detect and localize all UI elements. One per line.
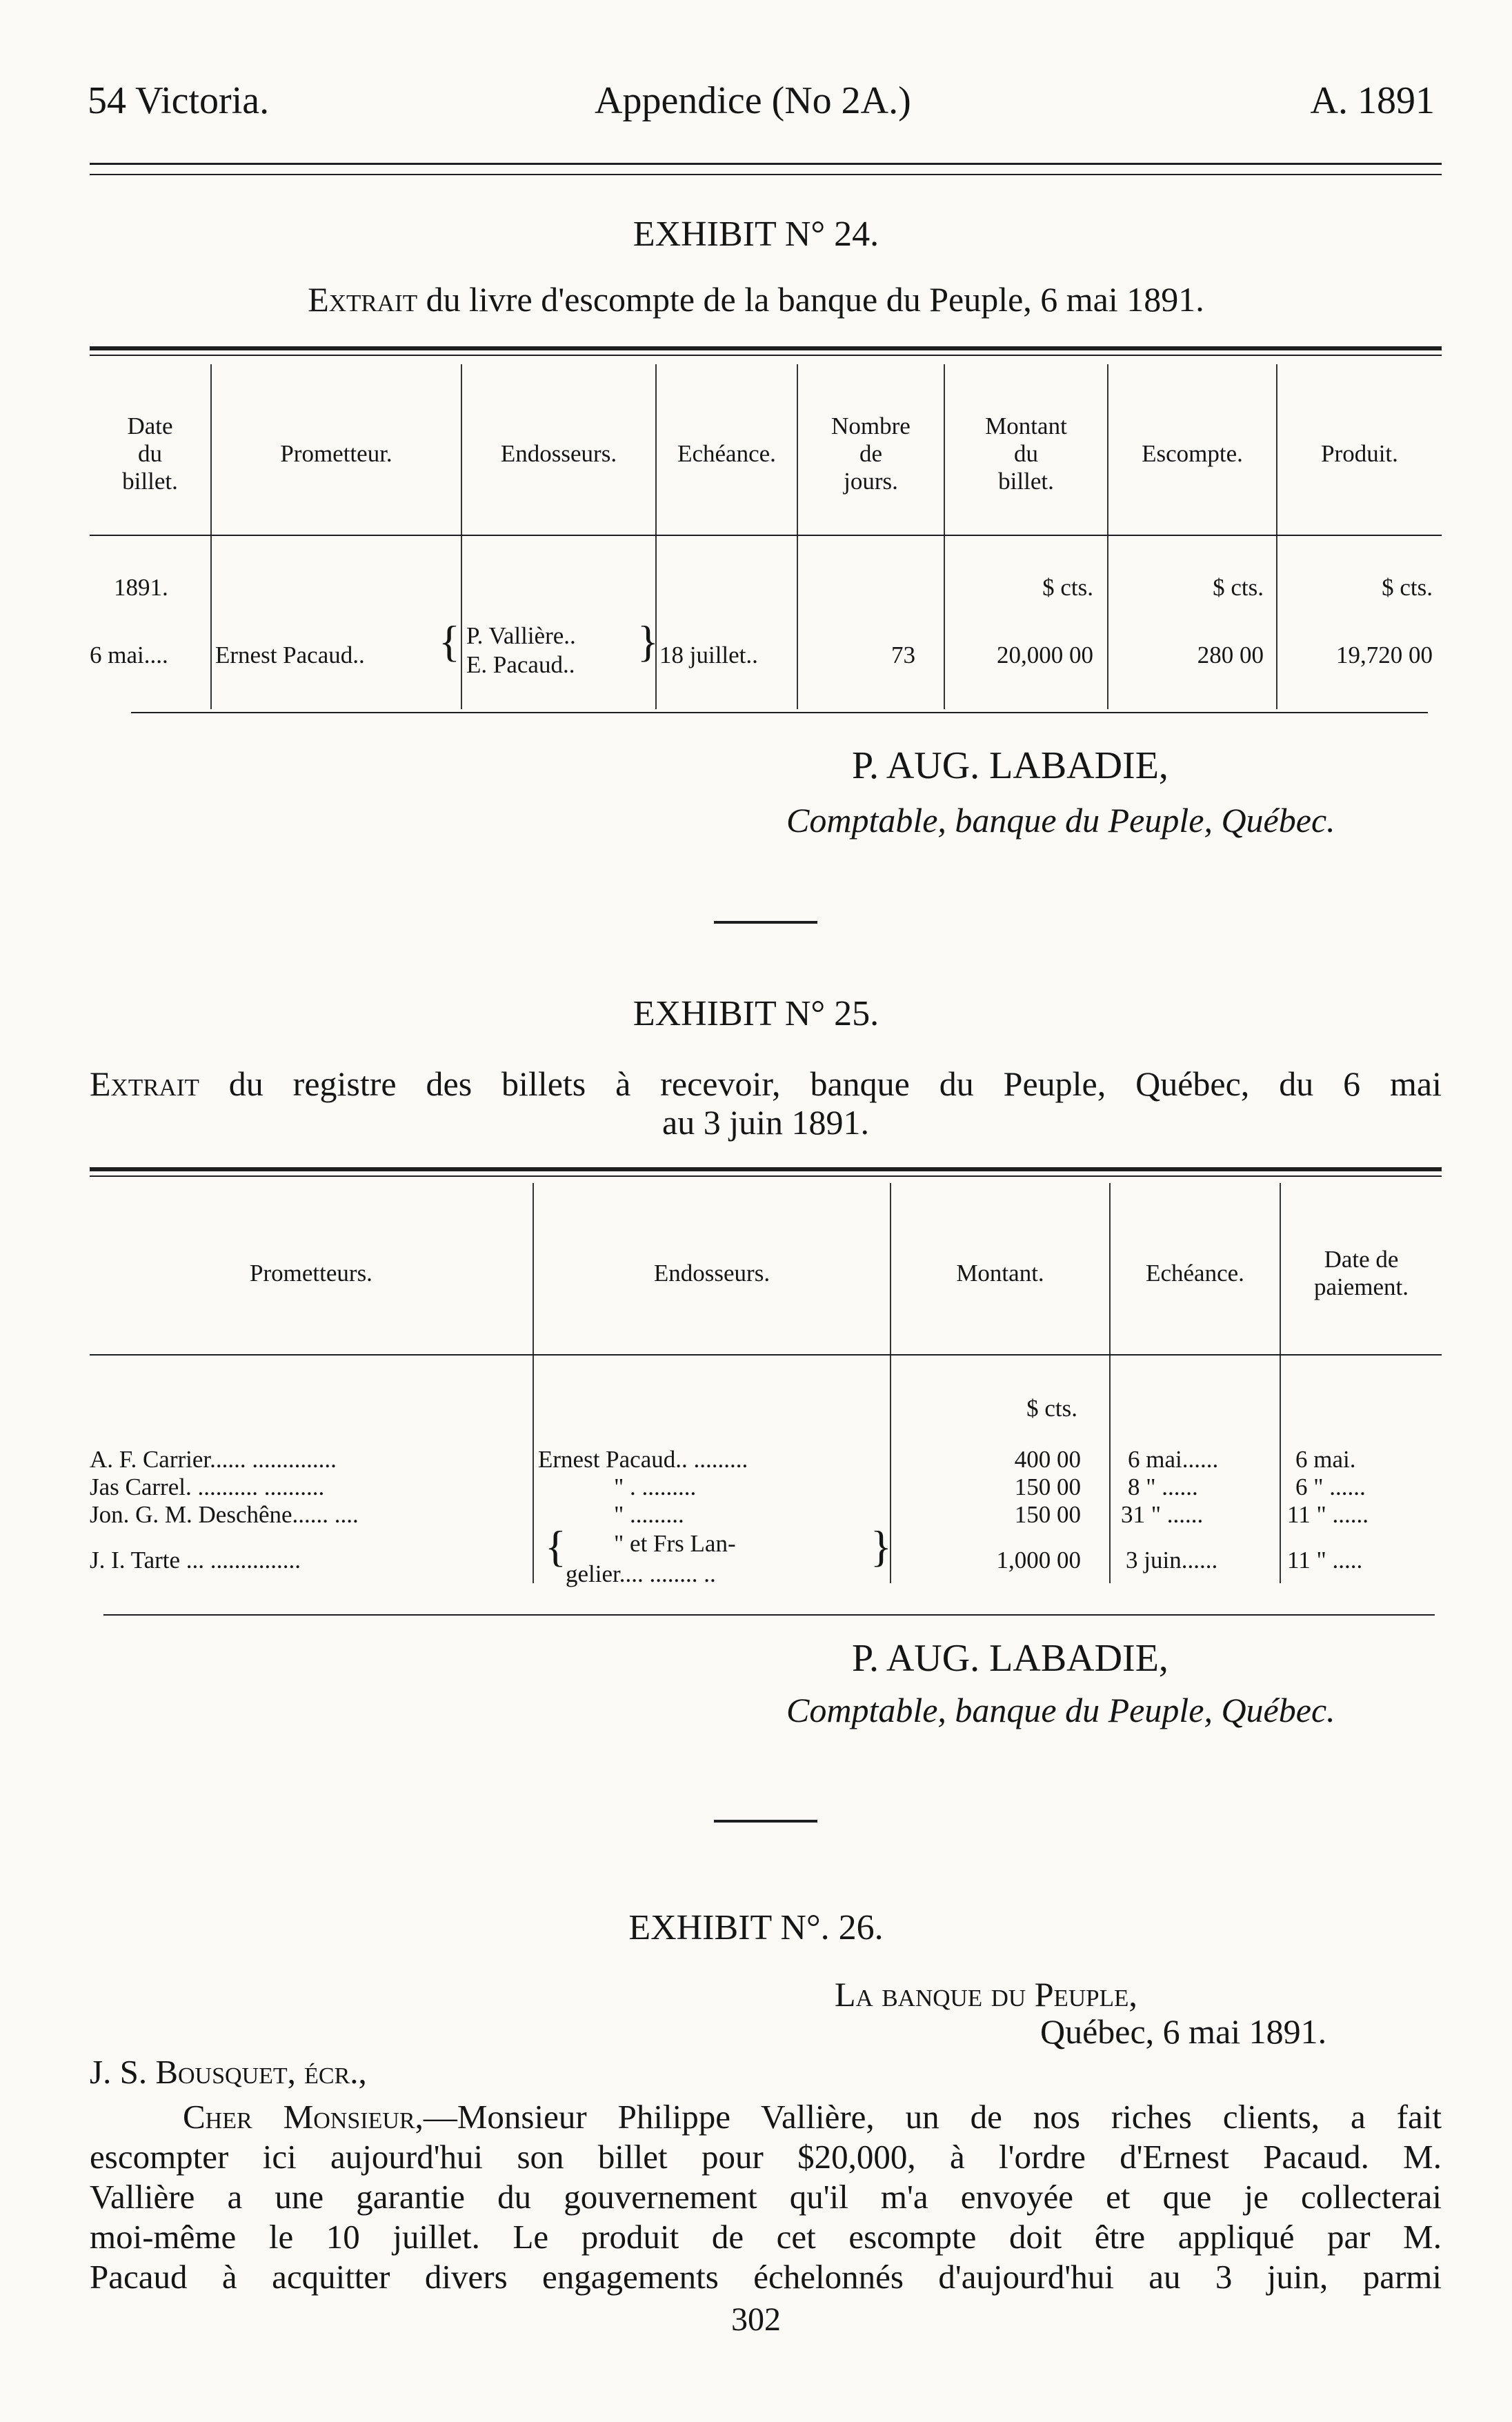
header-nombre-line: jours. bbox=[844, 468, 898, 495]
letter-place-date: Québec, 6 mai 1891. bbox=[1040, 2012, 1327, 2051]
row-montant: 150 00 bbox=[1014, 1501, 1081, 1528]
row-produit: 19,720 00 bbox=[1336, 642, 1433, 668]
row-endosseur: Ernest Pacaud.. ......... bbox=[538, 1446, 748, 1473]
table-bottom-rule bbox=[131, 712, 1428, 713]
row-montant: 20,000 00 bbox=[997, 642, 1093, 668]
unit-montant: $ cts. bbox=[1042, 574, 1093, 601]
header-montant-line: billet. bbox=[998, 468, 1054, 495]
exhibit-24-subtitle-lead: Extrait bbox=[308, 280, 418, 319]
row-prometteur: Ernest Pacaud.. bbox=[215, 642, 365, 668]
header-date-line: billet. bbox=[122, 468, 178, 495]
letter-line-text: —Monsieur Philippe Vallière, un de nos riches clients, a fait bbox=[423, 2098, 1442, 2136]
row-jours: 73 bbox=[891, 642, 915, 668]
letter-addressee: J. S. Bousquet, écr., bbox=[90, 2053, 367, 2091]
letter-line: Vallière a une garantie du gouvernement qu'il m'a envoyée et que je collecterai bbox=[90, 2178, 1442, 2216]
column-divider bbox=[1280, 1183, 1281, 1583]
row-prometteur: A. F. Carrier...... .............. bbox=[90, 1446, 337, 1473]
left-brace: { bbox=[545, 1522, 566, 1571]
letter-line: Pacaud à acquitter divers engagements échelonnés d'aujourd'hui au 3 juin, parmi bbox=[90, 2258, 1442, 2296]
section-divider bbox=[714, 921, 817, 924]
row-paiement: 11 " ..... bbox=[1287, 1547, 1363, 1574]
header-echeance: Echéance. bbox=[677, 440, 776, 467]
exhibit-24-signature-name: P. AUG. LABADIE, bbox=[852, 744, 1168, 787]
row-echeance: 8 " ...... bbox=[1128, 1473, 1198, 1500]
letter-bank: La banque du Peuple, bbox=[835, 1975, 1137, 2014]
exhibit-25-subtitle-line-2: au 3 juin 1891. bbox=[662, 1103, 869, 1142]
header-echeance: Echéance. bbox=[1146, 1260, 1244, 1287]
row-date: 6 mai.... bbox=[90, 642, 168, 668]
header-paiement-line: paiement. bbox=[1313, 1273, 1409, 1300]
exhibit-24-subtitle-rest: du livre d'escompte de la banque du Peuple, 6 mai 1891. bbox=[417, 280, 1204, 319]
column-divider bbox=[210, 364, 212, 709]
header-nombre bbox=[798, 413, 944, 495]
row-paiement: 6 mai. bbox=[1295, 1446, 1356, 1473]
unit-montant: $ cts. bbox=[1026, 1395, 1077, 1422]
running-header-center: Appendice (No 2A.) bbox=[595, 79, 911, 122]
row-echeance: 6 mai...... bbox=[1128, 1446, 1219, 1473]
letter-salutation: Cher Monsieur, bbox=[183, 2098, 424, 2136]
unit-escompte: $ cts. bbox=[1213, 574, 1264, 601]
header-montant bbox=[945, 413, 1107, 495]
header-endosseurs: Endosseurs. bbox=[653, 1260, 770, 1287]
row-endosseur: " ......... bbox=[614, 1501, 684, 1528]
header-rule bbox=[90, 163, 1442, 165]
exhibit-24-subtitle bbox=[0, 279, 1512, 319]
row-paiement: 6 " ...... bbox=[1295, 1473, 1366, 1500]
header-escompte: Escompte. bbox=[1142, 440, 1243, 467]
row-endosseur: " . ......... bbox=[614, 1473, 697, 1500]
right-brace: } bbox=[637, 617, 659, 666]
header-date-line: Date bbox=[127, 413, 173, 439]
exhibit-25-subtitle-lead: Extrait bbox=[90, 1064, 199, 1103]
column-divider bbox=[461, 364, 462, 709]
header-separator bbox=[90, 1354, 1442, 1356]
running-header-left: 54 Victoria. bbox=[88, 79, 270, 122]
table-top-rule bbox=[90, 1167, 1442, 1171]
header-date bbox=[90, 413, 210, 495]
exhibit-25-title: EXHIBIT N° 25. bbox=[633, 994, 879, 1033]
running-header-right: A. 1891 bbox=[1310, 79, 1435, 122]
header-montant-line: du bbox=[1014, 440, 1038, 467]
header-nombre-line: Nombre bbox=[831, 413, 911, 439]
row-montant: 1,000 00 bbox=[996, 1547, 1081, 1574]
row-prometteur: J. I. Tarte ... ............... bbox=[90, 1547, 301, 1574]
exhibit-25-signature-title: Comptable, banque du Peuple, Québec. bbox=[786, 1691, 1335, 1729]
letter-line: moi-même le 10 juillet. Le produit de cet escompte doit être appliqué par M. bbox=[90, 2218, 1442, 2256]
exhibit-25-signature-name: P. AUG. LABADIE, bbox=[852, 1637, 1168, 1680]
row-montant: 150 00 bbox=[1014, 1473, 1081, 1500]
exhibit-24-title: EXHIBIT N° 24. bbox=[633, 215, 879, 254]
unit-produit: $ cts. bbox=[1382, 574, 1433, 601]
row-prometteur: Jon. G. M. Deschêne...... .... bbox=[90, 1501, 359, 1528]
row-echeance: 3 juin...... bbox=[1126, 1547, 1218, 1574]
row-endosseur-1: P. Vallière.. bbox=[466, 622, 576, 649]
header-paiement bbox=[1281, 1246, 1442, 1301]
header-separator bbox=[90, 535, 1442, 536]
row-paiement: 11 " ...... bbox=[1287, 1501, 1369, 1528]
letter-line: escompter ici aujourd'hui son billet pour $20,000, à l'ordre d'Ernest Pacaud. M. bbox=[90, 2138, 1442, 2176]
exhibit-26-title: EXHIBIT N°. 26. bbox=[628, 1908, 884, 1947]
table-top-rule bbox=[90, 346, 1442, 350]
row-echeance: 31 " ...... bbox=[1121, 1501, 1204, 1528]
column-divider bbox=[533, 1183, 534, 1583]
row-prometteur: Jas Carrel. .......... .......... bbox=[90, 1473, 325, 1500]
left-brace: { bbox=[439, 617, 460, 666]
header-nombre-line: de bbox=[859, 440, 883, 467]
header-montant-line: Montant bbox=[985, 413, 1067, 439]
table-top-rule-thin bbox=[90, 1175, 1442, 1177]
right-brace: } bbox=[871, 1522, 892, 1571]
row-echeance: 18 juillet.. bbox=[659, 642, 758, 668]
row-endosseur-line-1: " et Frs Lan- bbox=[614, 1530, 736, 1557]
header-produit: Produit. bbox=[1321, 440, 1398, 467]
row-escompte: 280 00 bbox=[1197, 642, 1264, 668]
letter-body bbox=[90, 2097, 1442, 2297]
header-date-line: du bbox=[138, 440, 162, 467]
header-montant: Montant. bbox=[956, 1260, 1044, 1287]
header-paiement-line: Date de bbox=[1324, 1246, 1399, 1273]
page-number: 302 bbox=[731, 2301, 781, 2338]
section-divider bbox=[714, 1820, 817, 1823]
header-prometteur: Prometteur. bbox=[280, 440, 392, 467]
table-bottom-rule bbox=[103, 1614, 1435, 1616]
unit-year: 1891. bbox=[114, 574, 168, 601]
row-endosseur-line-2: gelier.... ........ .. bbox=[566, 1560, 716, 1587]
row-endosseur-2: E. Pacaud.. bbox=[466, 651, 575, 678]
table-top-rule-thin bbox=[90, 355, 1442, 356]
header-endosseurs: Endosseurs. bbox=[500, 440, 617, 467]
row-montant: 400 00 bbox=[1014, 1446, 1081, 1473]
exhibit-25-subtitle bbox=[90, 1064, 1442, 1142]
letter-line bbox=[90, 2097, 1442, 2137]
header-rule-thin bbox=[90, 174, 1442, 175]
header-prometteurs: Prometteurs. bbox=[250, 1260, 372, 1287]
exhibit-25-subtitle-line bbox=[90, 1064, 1442, 1103]
column-divider bbox=[1109, 1183, 1111, 1583]
exhibit-24-signature-title: Comptable, banque du Peuple, Québec. bbox=[786, 801, 1335, 840]
exhibit-25-subtitle-line-1: du registre des billets à recevoir, banque du Peuple, Québec, du 6 mai bbox=[199, 1064, 1442, 1103]
